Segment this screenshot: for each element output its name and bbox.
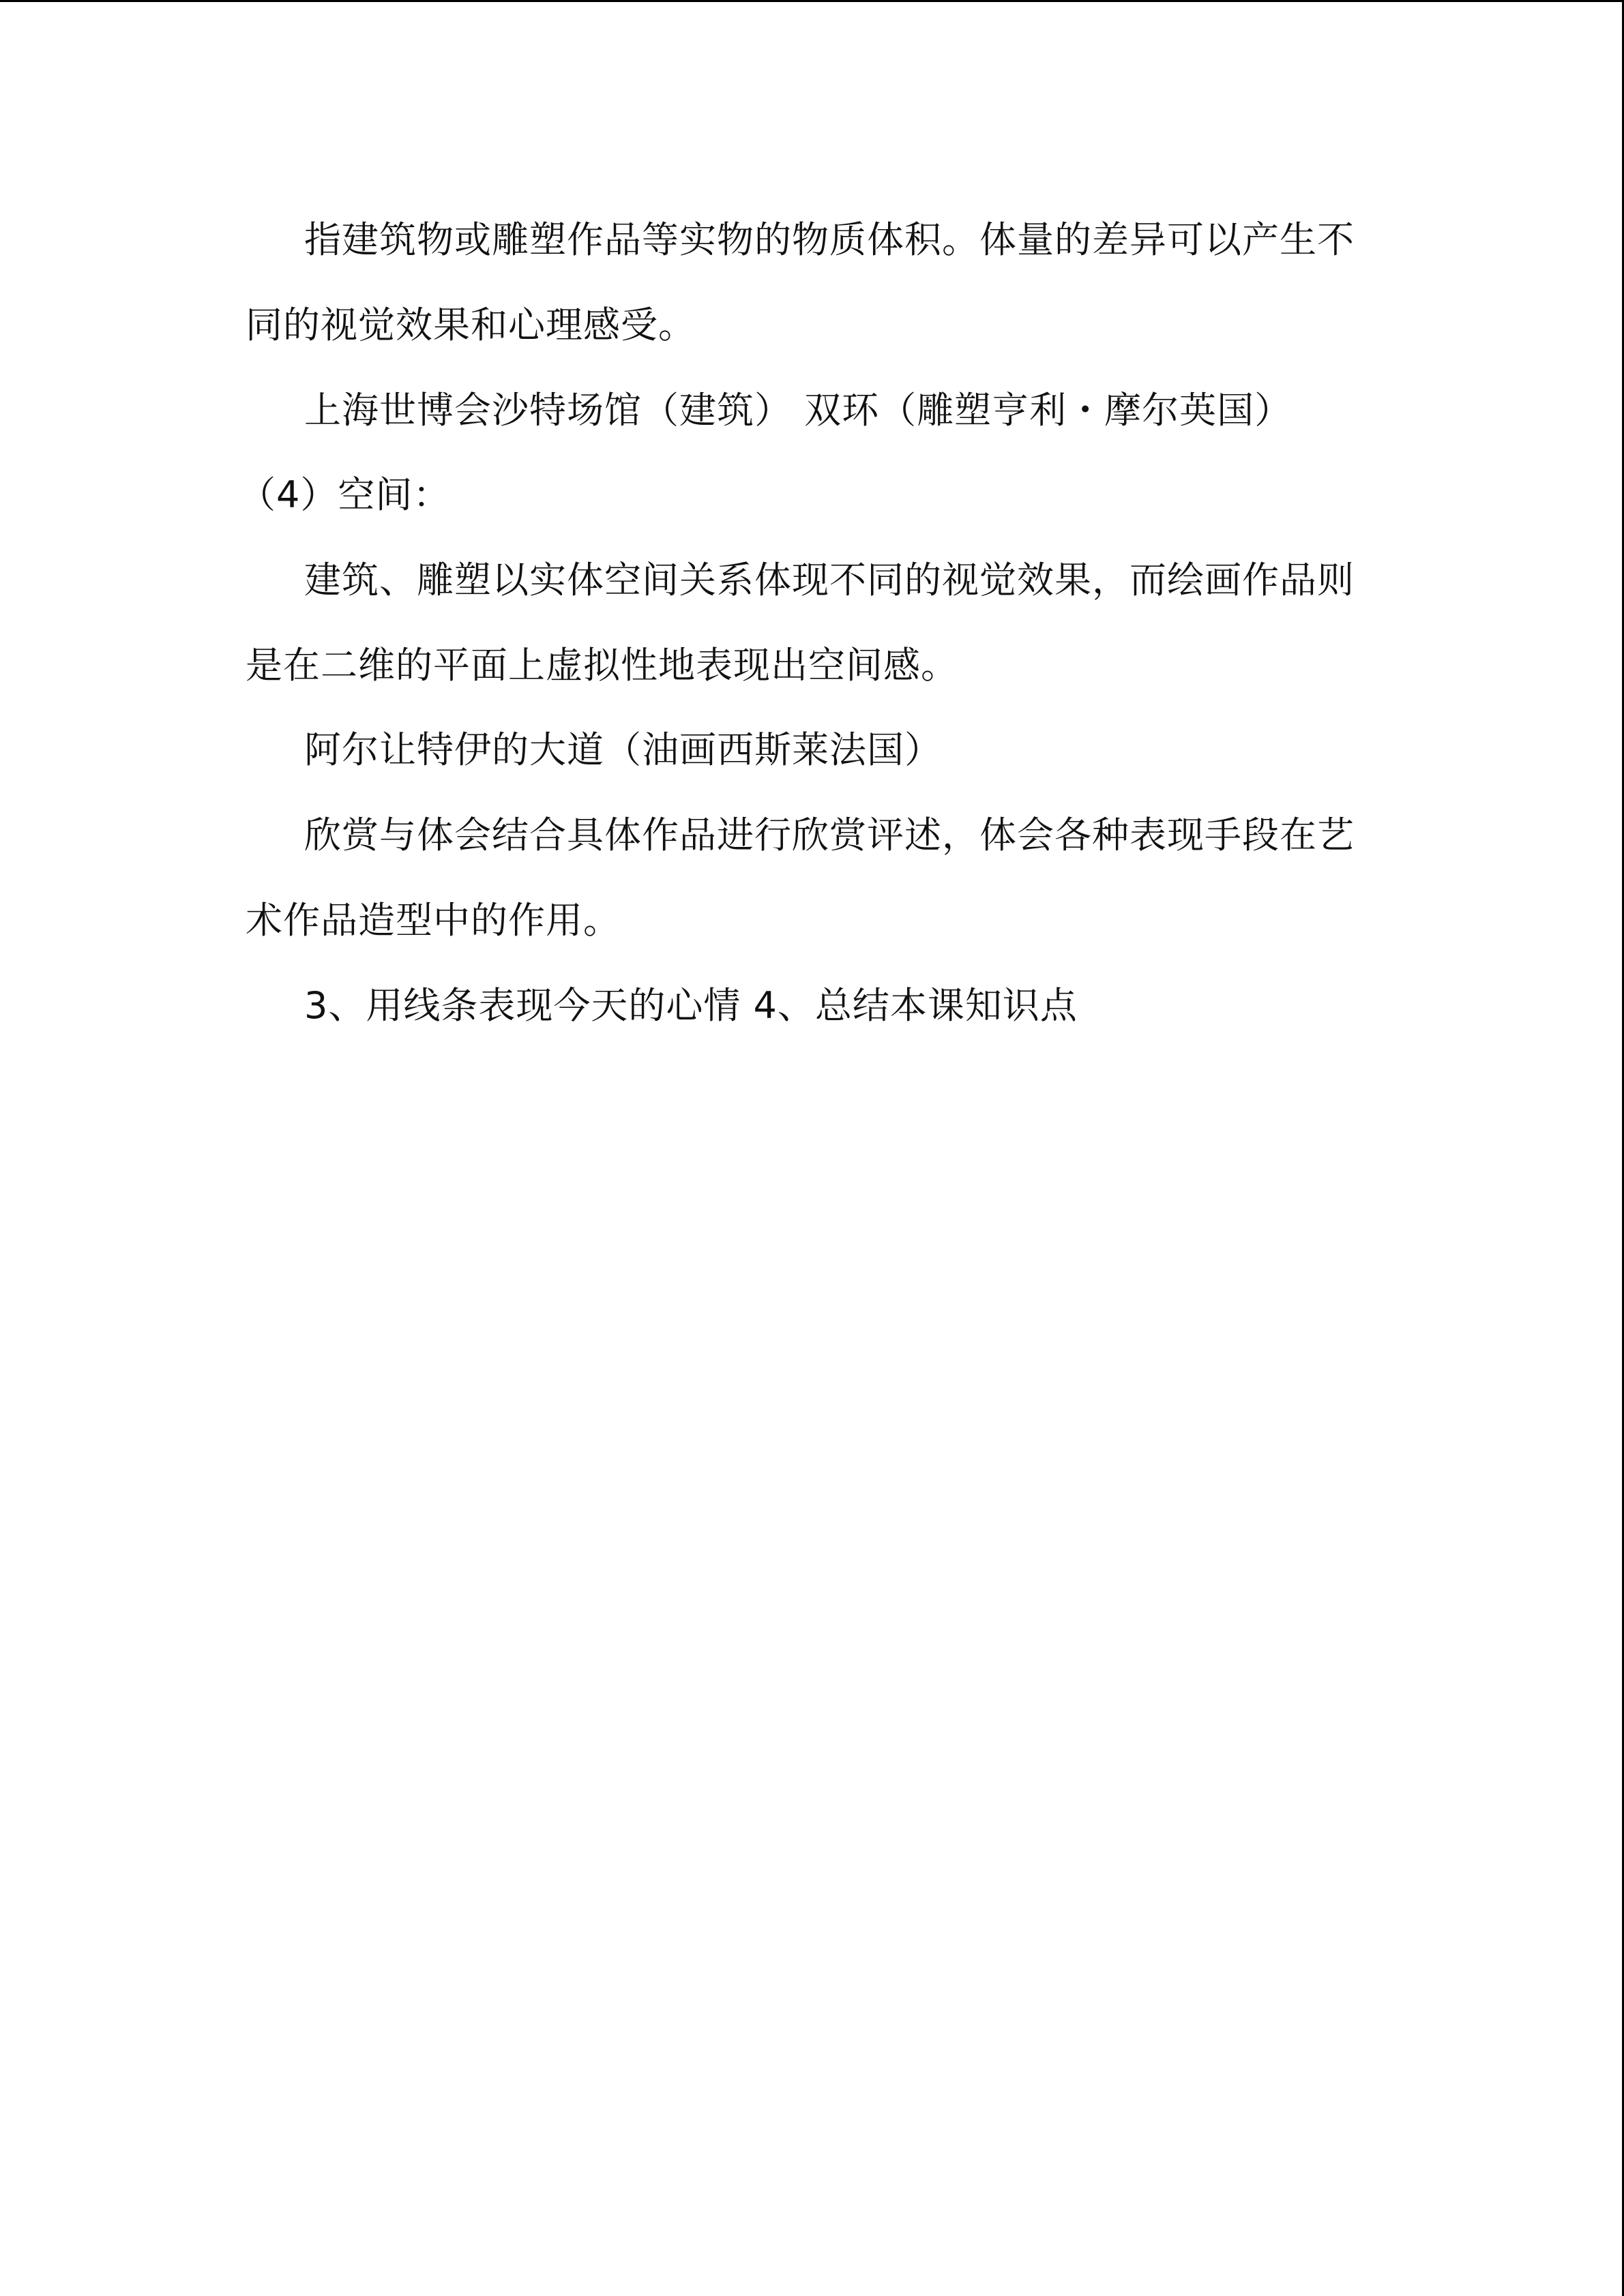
heading-space: （4）空间： bbox=[239, 473, 451, 516]
paragraph-volume-definition-cont: 同的视觉效果和心理感受。 bbox=[246, 303, 696, 346]
paragraph-space-definition: 建筑、雕塑以实体空间关系体现不同的视觉效果，而绘画作品则 bbox=[304, 558, 1355, 601]
paragraph-appreciation: 欣赏与体会结合具体作品进行欣赏评述，体会各种表现手段在艺 bbox=[304, 814, 1355, 856]
paragraph-volume-examples: 上海世博会沙特场馆（建筑） 双环（雕塑亨利・摩尔英国） bbox=[304, 389, 1293, 432]
paragraph-space-definition-cont: 是在二维的平面上虚拟性地表现出空间感。 bbox=[246, 644, 958, 687]
paragraph-steps-3-4: 3、用线条表现今天的心情 4、总结本课知识点 bbox=[304, 984, 1078, 1027]
paragraph-space-example: 阿尔让特伊的大道（油画西斯莱法国） bbox=[304, 728, 942, 771]
paragraph-volume-definition: 指建筑物或雕塑作品等实物的物质体积。体量的差异可以产生不 bbox=[304, 218, 1355, 261]
paragraph-appreciation-cont: 术作品造型中的作用。 bbox=[246, 899, 621, 942]
